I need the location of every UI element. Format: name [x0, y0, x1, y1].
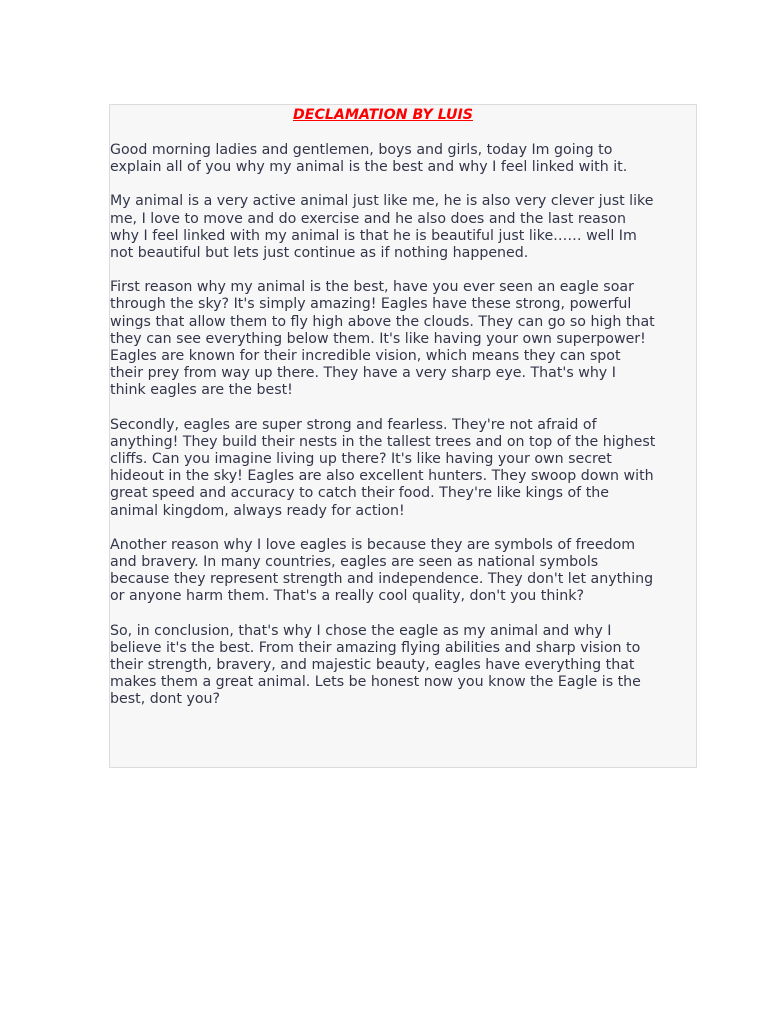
paragraph-second-reason: Secondly, eagles are super strong and fearless. They're not afraid of anything! They build their nests in the tallest trees and on top of the highest cliffs. Can you imagine living up there? It's like having your own secret hideout in the sky! Eagles are also excellent hunters. They swoop down with great speed and accuracy to catch their food. They're like kings of the animal kingdom, always ready for action! [110, 416, 656, 519]
paragraph-another-reason: Another reason why I love eagles is because they are symbols of freedom and bravery. In many countries, eagles are seen as national symbols because they represent strength and independence. They don't let anything or anyone harm them. That's a really cool quality, don't you think? [110, 536, 654, 605]
paragraph-first-reason: First reason why my animal is the best, have you ever seen an eagle soar through the sky? It's simply amazing! Eagles have these strong, powerful wings that allow them to fly high above the clouds. They can go so high that they can see everything below them. It's like having your own superpower! Eagles are known for their incredible vision, which means they can spot their prey from way up there. They have a very sharp eye. That's why I think eagles are the best! [110, 279, 655, 399]
document-text-box [109, 104, 697, 768]
paragraph-conclusion: So, in conclusion, that's why I chose the eagle as my animal and why I believe it's the best. From their amazing flying abilities and sharp vision to their strength, bravery, and majestic beauty, eagles have everything that makes them a great animal. Lets be honest now you know the Eagle is the best, dont you? [110, 622, 641, 708]
paragraph-greeting: Good morning ladies and gentlemen, boys and girls, today Im going to explain all of you why my animal is the best and why I feel linked with it. [110, 142, 628, 176]
document-title: DECLAMATION BY LUIS [292, 107, 473, 123]
paragraph-linked-with-animal: My animal is a very active animal just like me, he is also very clever just like me, I love to move and do exercise and he also does and the last reason why I feel linked with my animal is that he is beautiful just like…… well Im not beautiful but lets just continue as if nothing happened. [110, 193, 654, 262]
